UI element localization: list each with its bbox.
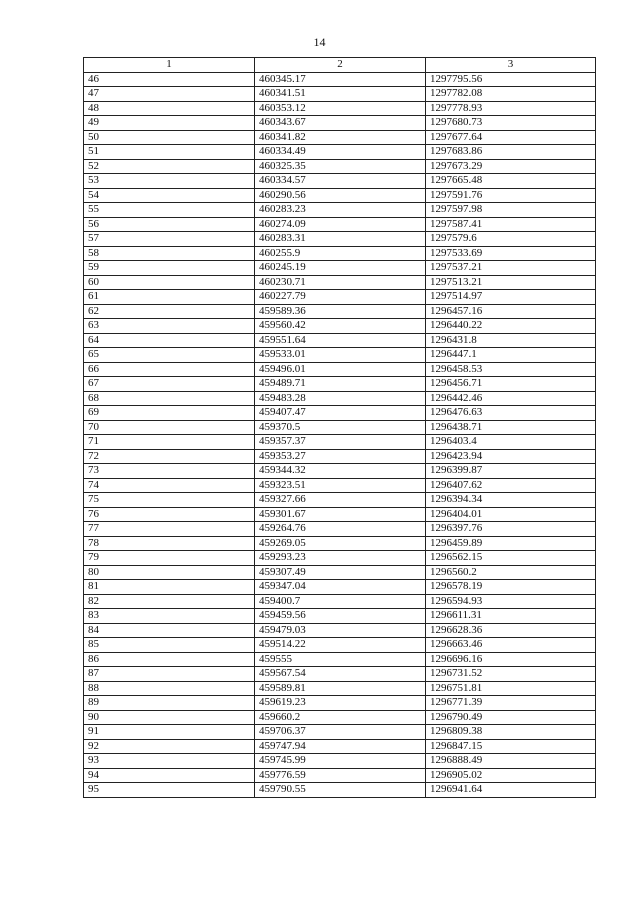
point-number-cell: 56: [84, 217, 255, 232]
point-number-cell: 89: [84, 696, 255, 711]
x-coordinate-cell: 460334.57: [255, 174, 426, 189]
column-header-2: 2: [255, 58, 426, 73]
table-row: [84, 333, 596, 348]
table-row: [84, 203, 596, 218]
y-coordinate-cell: 1296751.81: [426, 681, 596, 696]
table-row: [84, 594, 596, 609]
point-number-cell: 64: [84, 333, 255, 348]
table-row: [84, 145, 596, 160]
coordinates-table: [83, 57, 596, 798]
x-coordinate-cell: 459353.27: [255, 449, 426, 464]
table-row: [84, 478, 596, 493]
point-number-cell: 84: [84, 623, 255, 638]
x-coordinate-cell: 460274.09: [255, 217, 426, 232]
y-coordinate-cell: 1296440.22: [426, 319, 596, 334]
table-row: [84, 319, 596, 334]
point-number-cell: 80: [84, 565, 255, 580]
y-coordinate-cell: 1297533.69: [426, 246, 596, 261]
table-row: [84, 493, 596, 508]
table-row: [84, 275, 596, 290]
y-coordinate-cell: 1296423.94: [426, 449, 596, 464]
point-number-cell: 70: [84, 420, 255, 435]
y-coordinate-cell: 1296731.52: [426, 667, 596, 682]
x-coordinate-cell: 459344.32: [255, 464, 426, 479]
point-number-cell: 52: [84, 159, 255, 174]
y-coordinate-cell: 1296790.49: [426, 710, 596, 725]
y-coordinate-cell: 1297795.56: [426, 72, 596, 87]
table-row: [84, 536, 596, 551]
table-row: [84, 290, 596, 305]
table-row: [84, 754, 596, 769]
table-row: [84, 710, 596, 725]
y-coordinate-cell: 1296562.15: [426, 551, 596, 566]
y-coordinate-cell: 1296442.46: [426, 391, 596, 406]
x-coordinate-cell: 459619.23: [255, 696, 426, 711]
table-row: [84, 667, 596, 682]
x-coordinate-cell: 460283.31: [255, 232, 426, 247]
x-coordinate-cell: 460230.71: [255, 275, 426, 290]
point-number-cell: 81: [84, 580, 255, 595]
point-number-cell: 76: [84, 507, 255, 522]
y-coordinate-cell: 1296476.63: [426, 406, 596, 421]
table-row: [84, 725, 596, 740]
y-coordinate-cell: 1296457.16: [426, 304, 596, 319]
point-number-cell: 85: [84, 638, 255, 653]
table-row: [84, 217, 596, 232]
table-row: [84, 232, 596, 247]
table-row: [84, 783, 596, 798]
table-row: [84, 507, 596, 522]
table-row: [84, 551, 596, 566]
x-coordinate-cell: 460341.51: [255, 87, 426, 102]
x-coordinate-cell: 459327.66: [255, 493, 426, 508]
x-coordinate-cell: 459551.64: [255, 333, 426, 348]
point-number-cell: 47: [84, 87, 255, 102]
point-number-cell: 73: [84, 464, 255, 479]
x-coordinate-cell: 460255.9: [255, 246, 426, 261]
header-row: [84, 58, 596, 73]
y-coordinate-cell: 1297673.29: [426, 159, 596, 174]
x-coordinate-cell: 460283.23: [255, 203, 426, 218]
y-coordinate-cell: 1297514.97: [426, 290, 596, 305]
table-row: [84, 623, 596, 638]
y-coordinate-cell: 1296941.64: [426, 783, 596, 798]
y-coordinate-cell: 1297782.08: [426, 87, 596, 102]
table-row: [84, 348, 596, 363]
y-coordinate-cell: 1296594.93: [426, 594, 596, 609]
table-row: [84, 130, 596, 145]
point-number-cell: 55: [84, 203, 255, 218]
point-number-cell: 68: [84, 391, 255, 406]
x-coordinate-cell: 459293.23: [255, 551, 426, 566]
point-number-cell: 94: [84, 768, 255, 783]
y-coordinate-cell: 1296397.76: [426, 522, 596, 537]
y-coordinate-cell: 1297680.73: [426, 116, 596, 131]
point-number-cell: 83: [84, 609, 255, 624]
point-number-cell: 71: [84, 435, 255, 450]
point-number-cell: 91: [84, 725, 255, 740]
table-row: [84, 174, 596, 189]
x-coordinate-cell: 459496.01: [255, 362, 426, 377]
y-coordinate-cell: 1296431.8: [426, 333, 596, 348]
y-coordinate-cell: 1297778.93: [426, 101, 596, 116]
y-coordinate-cell: 1297537.21: [426, 261, 596, 276]
point-number-cell: 61: [84, 290, 255, 305]
y-coordinate-cell: 1296394.34: [426, 493, 596, 508]
table-row: [84, 101, 596, 116]
page-number: 14: [313, 35, 326, 49]
point-number-cell: 95: [84, 783, 255, 798]
x-coordinate-cell: 459660.2: [255, 710, 426, 725]
y-coordinate-cell: 1297665.48: [426, 174, 596, 189]
x-coordinate-cell: 460227.79: [255, 290, 426, 305]
y-coordinate-cell: 1296696.16: [426, 652, 596, 667]
point-number-cell: 79: [84, 551, 255, 566]
point-number-cell: 88: [84, 681, 255, 696]
y-coordinate-cell: 1297591.76: [426, 188, 596, 203]
x-coordinate-cell: 459745.99: [255, 754, 426, 769]
y-coordinate-cell: 1296399.87: [426, 464, 596, 479]
x-coordinate-cell: 460325.35: [255, 159, 426, 174]
y-coordinate-cell: 1297677.64: [426, 130, 596, 145]
x-coordinate-cell: 459533.01: [255, 348, 426, 363]
point-number-cell: 62: [84, 304, 255, 319]
table-row: [84, 87, 596, 102]
x-coordinate-cell: 460245.19: [255, 261, 426, 276]
table-row: [84, 652, 596, 667]
table-row: [84, 188, 596, 203]
point-number-cell: 78: [84, 536, 255, 551]
x-coordinate-cell: 460343.67: [255, 116, 426, 131]
table-row: [84, 696, 596, 711]
y-coordinate-cell: 1296888.49: [426, 754, 596, 769]
x-coordinate-cell: 459370.5: [255, 420, 426, 435]
x-coordinate-cell: 459706.37: [255, 725, 426, 740]
x-coordinate-cell: 459489.71: [255, 377, 426, 392]
x-coordinate-cell: 459479.03: [255, 623, 426, 638]
point-number-cell: 87: [84, 667, 255, 682]
point-number-cell: 58: [84, 246, 255, 261]
table-row: [84, 116, 596, 131]
point-number-cell: 60: [84, 275, 255, 290]
y-coordinate-cell: 1296847.15: [426, 739, 596, 754]
table-row: [84, 261, 596, 276]
point-number-cell: 90: [84, 710, 255, 725]
x-coordinate-cell: 460341.82: [255, 130, 426, 145]
x-coordinate-cell: 459459.56: [255, 609, 426, 624]
table-row: [84, 406, 596, 421]
point-number-cell: 74: [84, 478, 255, 493]
table-header: [84, 58, 596, 73]
table-row: [84, 522, 596, 537]
y-coordinate-cell: 1296404.01: [426, 507, 596, 522]
x-coordinate-cell: 459264.76: [255, 522, 426, 537]
table-row: [84, 464, 596, 479]
x-coordinate-cell: 459776.59: [255, 768, 426, 783]
column-header-3: 3: [426, 58, 596, 73]
point-number-cell: 63: [84, 319, 255, 334]
point-number-cell: 72: [84, 449, 255, 464]
table-row: [84, 72, 596, 87]
y-coordinate-cell: 1296663.46: [426, 638, 596, 653]
x-coordinate-cell: 459483.28: [255, 391, 426, 406]
y-coordinate-cell: 1296771.39: [426, 696, 596, 711]
y-coordinate-cell: 1296447.1: [426, 348, 596, 363]
x-coordinate-cell: 459514.22: [255, 638, 426, 653]
x-coordinate-cell: 459790.55: [255, 783, 426, 798]
table-row: [84, 362, 596, 377]
point-number-cell: 75: [84, 493, 255, 508]
y-coordinate-cell: 1296438.71: [426, 420, 596, 435]
x-coordinate-cell: 460345.17: [255, 72, 426, 87]
table-row: [84, 159, 596, 174]
x-coordinate-cell: 459747.94: [255, 739, 426, 754]
x-coordinate-cell: 460353.12: [255, 101, 426, 116]
point-number-cell: 57: [84, 232, 255, 247]
point-number-cell: 82: [84, 594, 255, 609]
table-row: [84, 638, 596, 653]
table-row: [84, 246, 596, 261]
point-number-cell: 48: [84, 101, 255, 116]
point-number-cell: 54: [84, 188, 255, 203]
point-number-cell: 59: [84, 261, 255, 276]
point-number-cell: 50: [84, 130, 255, 145]
x-coordinate-cell: 459400.7: [255, 594, 426, 609]
y-coordinate-cell: 1296459.89: [426, 536, 596, 551]
table-row: [84, 377, 596, 392]
table-row: [84, 681, 596, 696]
table-row: [84, 391, 596, 406]
table-row: [84, 449, 596, 464]
point-number-cell: 69: [84, 406, 255, 421]
point-number-cell: 49: [84, 116, 255, 131]
point-number-cell: 65: [84, 348, 255, 363]
x-coordinate-cell: 459357.37: [255, 435, 426, 450]
y-coordinate-cell: 1296578.19: [426, 580, 596, 595]
y-coordinate-cell: 1297579.6: [426, 232, 596, 247]
table-row: [84, 435, 596, 450]
table-row: [84, 304, 596, 319]
table-row: [84, 420, 596, 435]
y-coordinate-cell: 1297513.21: [426, 275, 596, 290]
x-coordinate-cell: 459301.67: [255, 507, 426, 522]
y-coordinate-cell: 1296905.02: [426, 768, 596, 783]
y-coordinate-cell: 1297597.98: [426, 203, 596, 218]
y-coordinate-cell: 1296456.71: [426, 377, 596, 392]
y-coordinate-cell: 1296403.4: [426, 435, 596, 450]
point-number-cell: 66: [84, 362, 255, 377]
y-coordinate-cell: 1296560.2: [426, 565, 596, 580]
table-row: [84, 565, 596, 580]
x-coordinate-cell: 460334.49: [255, 145, 426, 160]
point-number-cell: 67: [84, 377, 255, 392]
table-row: [84, 768, 596, 783]
point-number-cell: 53: [84, 174, 255, 189]
y-coordinate-cell: 1296611.31: [426, 609, 596, 624]
x-coordinate-cell: 459323.51: [255, 478, 426, 493]
x-coordinate-cell: 459307.49: [255, 565, 426, 580]
point-number-cell: 93: [84, 754, 255, 769]
point-number-cell: 46: [84, 72, 255, 87]
y-coordinate-cell: 1297683.86: [426, 145, 596, 160]
point-number-cell: 51: [84, 145, 255, 160]
x-coordinate-cell: 459589.81: [255, 681, 426, 696]
x-coordinate-cell: 460290.56: [255, 188, 426, 203]
column-header-1: 1: [84, 58, 255, 73]
x-coordinate-cell: 459347.04: [255, 580, 426, 595]
x-coordinate-cell: 459560.42: [255, 319, 426, 334]
x-coordinate-cell: 459567.54: [255, 667, 426, 682]
table-row: [84, 580, 596, 595]
y-coordinate-cell: 1296407.62: [426, 478, 596, 493]
point-number-cell: 86: [84, 652, 255, 667]
point-number-cell: 77: [84, 522, 255, 537]
y-coordinate-cell: 1296458.53: [426, 362, 596, 377]
table-row: [84, 739, 596, 754]
x-coordinate-cell: 459555: [255, 652, 426, 667]
point-number-cell: 92: [84, 739, 255, 754]
y-coordinate-cell: 1296628.36: [426, 623, 596, 638]
x-coordinate-cell: 459589.36: [255, 304, 426, 319]
x-coordinate-cell: 459407.47: [255, 406, 426, 421]
table-body: [84, 72, 596, 797]
y-coordinate-cell: 1297587.41: [426, 217, 596, 232]
table-row: [84, 609, 596, 624]
y-coordinate-cell: 1296809.38: [426, 725, 596, 740]
x-coordinate-cell: 459269.05: [255, 536, 426, 551]
